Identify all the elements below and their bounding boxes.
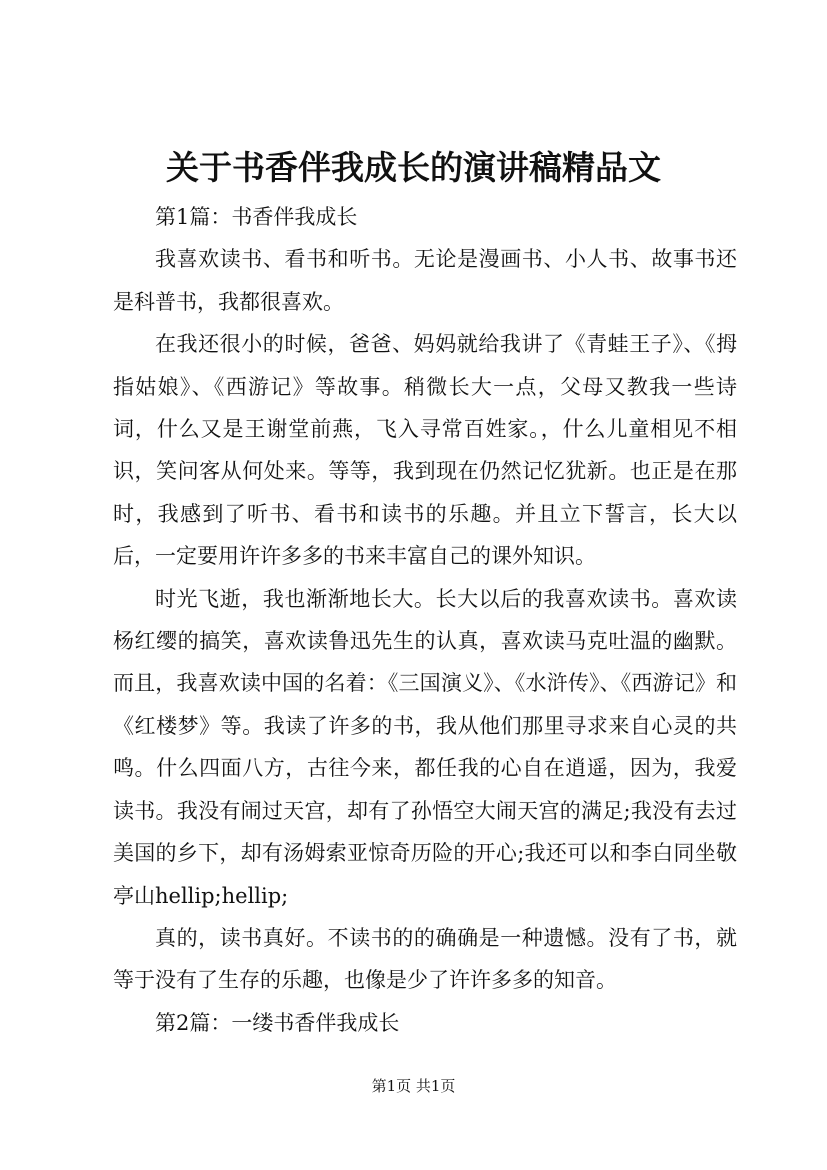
paragraph: 真的，读书真好。不读书的的确确是一种遗憾。没有了书，就等于没有了生存的乐趣，也像是少了许许多多的知音。 xyxy=(113,925,737,993)
document-body xyxy=(113,196,737,1044)
section-heading: 第2篇：一缕书香伴我成长 xyxy=(155,1010,400,1035)
paragraph: 在我还很小的时候，爸爸、妈妈就给我讲了《青蛙王子》、《拇指姑娘》、《西游记》等故事。稍微长大一点，父母又教我一些诗词，什么又是王谢堂前燕，飞入寻常百姓家。，什么儿童相见不相识，笑问客从何处来。等等，我到现在仍然记忆犹新。也正是在那时，我感到了听书、看书和读书的乐趣。并且立下誓言，长大以后，一定要用许许多多的书来丰富自己的课外知识。 xyxy=(113,332,737,569)
paragraph: 我喜欢读书、看书和听书。无论是漫画书、小人书、故事书还是科普书，我都很喜欢。 xyxy=(113,247,737,314)
document-title: 关于书香伴我成长的演讲稿精品文 xyxy=(166,148,661,187)
section-heading: 第1篇：书香伴我成长 xyxy=(155,205,358,229)
paragraph: 时光飞逝，我也渐渐地长大。长大以后的我喜欢读书。喜欢读杨红缨的搞笑，喜欢读鲁迅先生的认真，喜欢读马克吐温的幽默。而且，我喜欢读中国的名着：《三国演义》、《水浒传》、《西游记》和《红楼梦》等。我读了许多的书，我从他们那里寻求来自心灵的共鸣。什么四面八方，古往今来，都任我的心自在逍遥，因为，我爱读书。我没有闹过天宫，却有了孙悟空大闹天宫的满足;我没有去过美国的乡下，却有汤姆索亚惊奇历险的开心;我还可以和李白同坐敬亭山hellip;hellip; xyxy=(113,586,737,908)
page-number-footer: 第1页 共1页 xyxy=(371,1077,456,1095)
